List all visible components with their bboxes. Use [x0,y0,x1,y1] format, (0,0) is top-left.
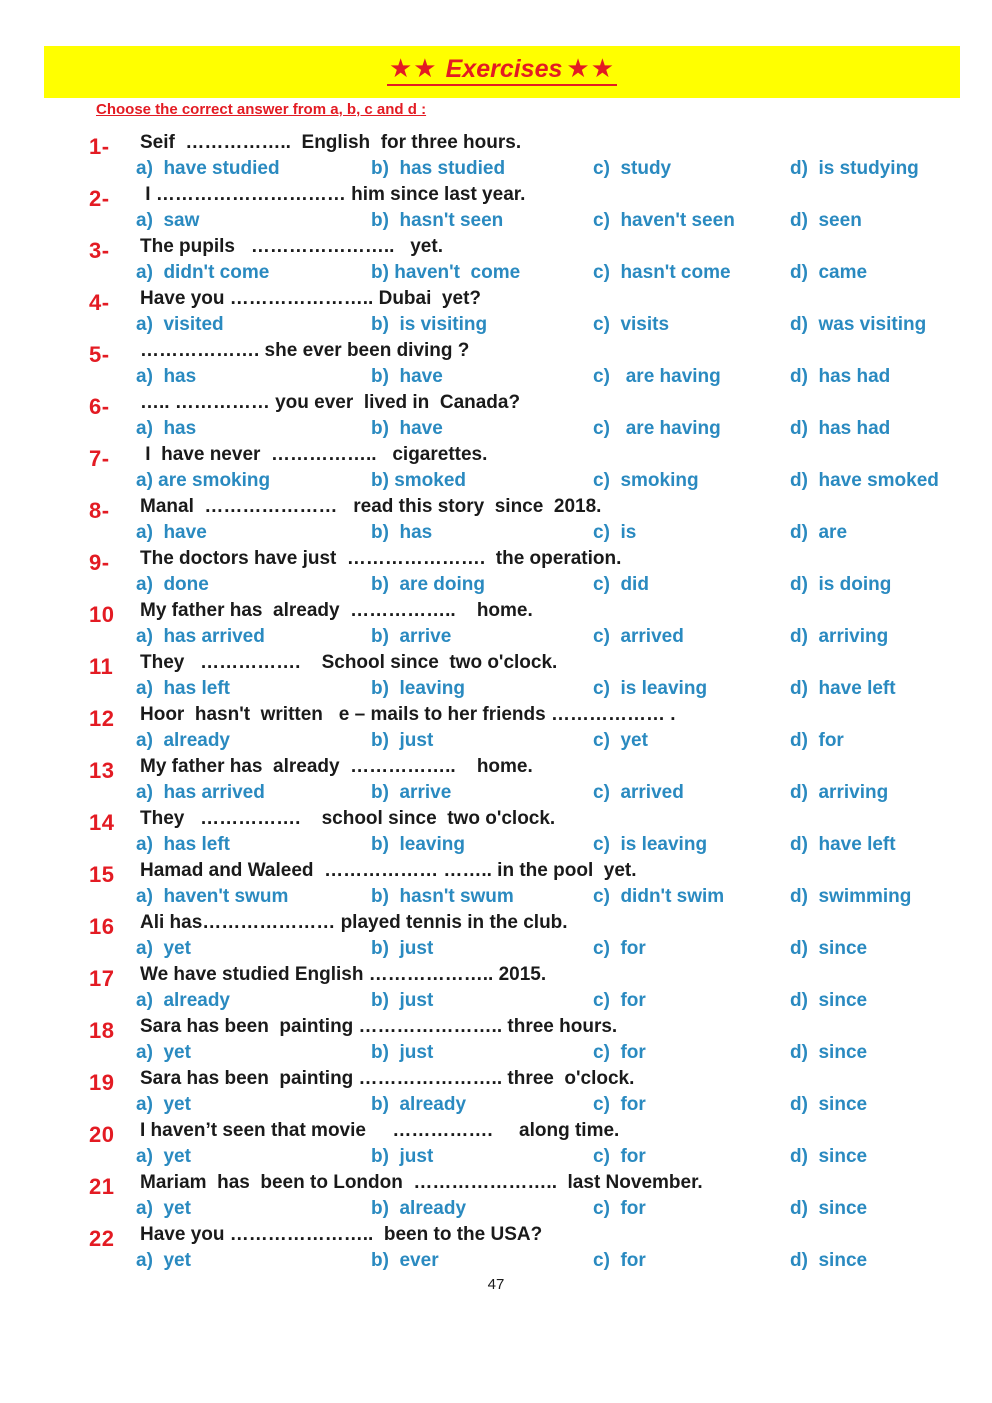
question-text: The doctors have just …………………. the operation. [140,548,622,569]
question-number: 8- [89,498,110,523]
option-a: a) yet [136,1250,191,1271]
question-item [0,1066,992,1118]
question-item [0,1118,992,1170]
option-c: c) is leaving [593,678,708,699]
question-number: 1- [89,134,110,159]
option-b: b) just [371,938,434,959]
option-a: a) are smoking [136,470,271,491]
option-b: b) already [371,1094,467,1115]
option-b: b) smoked [371,470,467,491]
option-b: b) hasn't swum [371,886,514,907]
option-c: c) for [593,1146,646,1167]
question-text: My father has already …………….. home. [140,600,533,621]
option-a: a) has [136,366,197,387]
question-item [0,1222,992,1274]
option-b: b) is visiting [371,314,488,335]
title-underline [387,54,617,86]
question-number: 5- [89,342,110,367]
question-item [0,130,992,182]
option-d: d) for [790,730,844,751]
option-d: d) has had [790,366,891,387]
option-a: a) saw [136,210,200,231]
option-a: a) has arrived [136,626,265,647]
option-a: a) has arrived [136,782,265,803]
option-a: a) has left [136,834,230,855]
banner-title [44,54,960,86]
question-number: 13 [89,758,115,783]
option-a: a) have [136,522,207,543]
option-a: a) has left [136,678,230,699]
option-b: b) already [371,1198,467,1219]
question-item [0,962,992,1014]
option-d: d) is doing [790,574,892,595]
option-b: b) just [371,990,434,1011]
question-number: 11 [89,654,114,679]
question-item [0,598,992,650]
option-b: b) ever [371,1250,439,1271]
question-item [0,702,992,754]
question-number: 22 [89,1226,115,1251]
option-b: b) haven't come [371,262,521,283]
question-item [0,442,992,494]
option-d: d) have left [790,678,896,699]
option-c: c) yet [593,730,648,751]
star-right-icon: ★★ [566,53,616,83]
question-text: Ali has………………… played tennis in the club. [140,912,568,933]
option-c: c) for [593,990,646,1011]
option-a: a) already [136,990,230,1011]
question-text: ….. …………… you ever lived in Canada? [140,392,521,413]
question-text: I haven’t seen that movie ……………. along time. [140,1120,620,1141]
option-c: c) didn't swim [593,886,725,907]
question-item [0,1014,992,1066]
option-b: b) just [371,1146,434,1167]
exercises-banner [44,46,960,98]
option-d: d) since [790,1094,868,1115]
question-item [0,650,992,702]
option-c: c) did [593,574,649,595]
option-a: a) haven't swum [136,886,289,907]
star-left-icon: ★★ [388,53,438,83]
option-a: a) yet [136,938,191,959]
option-c: c) smoking [593,470,699,491]
option-d: d) seen [790,210,862,231]
question-text: I have never …………….. cigarettes. [140,444,488,465]
question-text: Seif …………….. English for three hours. [140,132,522,153]
option-d: d) arriving [790,782,889,803]
option-d: d) since [790,990,868,1011]
option-b: b) hasn't seen [371,210,504,231]
question-text: Mariam has been to London ………………….. last November. [140,1172,703,1193]
question-text: Sara has been painting ………………….. three o'clock. [140,1068,635,1089]
question-number: 2- [89,186,110,211]
question-item [0,182,992,234]
option-c: c) is [593,522,637,543]
question-item [0,286,992,338]
question-text: Have you ………………….. Dubai yet? [140,288,481,309]
question-number: 4- [89,290,110,315]
option-d: d) has had [790,418,891,439]
question-item [0,858,992,910]
question-item [0,754,992,806]
option-c: c) for [593,1042,646,1063]
option-a: a) didn't come [136,262,270,283]
option-c: c) for [593,1094,646,1115]
question-number: 6- [89,394,110,419]
question-number: 21 [89,1174,115,1199]
question-number: 15 [89,862,115,887]
question-item [0,234,992,286]
option-d: d) since [790,1198,868,1219]
question-number: 10 [89,602,115,627]
option-b: b) leaving [371,678,465,699]
option-c: c) is leaving [593,834,708,855]
question-text: The pupils ………………….. yet. [140,236,443,257]
option-b: b) arrive [371,782,452,803]
question-item [0,1170,992,1222]
question-item [0,806,992,858]
option-c: c) arrived [593,626,684,647]
option-a: a) yet [136,1094,191,1115]
option-b: b) has [371,522,433,543]
option-b: b) are doing [371,574,485,595]
option-d: d) is studying [790,158,919,179]
option-b: b) leaving [371,834,465,855]
option-b: b) just [371,730,434,751]
option-c: c) visits [593,314,670,335]
question-number: 14 [89,810,115,835]
option-d: d) since [790,1250,868,1271]
question-number: 9- [89,550,110,575]
option-b: b) have [371,366,443,387]
instruction-text: Choose the correct answer from a, b, c and d : [96,101,427,118]
question-text: We have studied English ……………….. 2015. [140,964,547,985]
option-d: d) swimming [790,886,912,907]
question-text: Manal ………………… read this story since 2018. [140,496,602,517]
option-d: d) came [790,262,868,283]
question-text: Sara has been painting ………………….. three hours. [140,1016,618,1037]
option-a: a) yet [136,1146,191,1167]
question-item [0,390,992,442]
question-number: 19 [89,1070,115,1095]
question-number: 20 [89,1122,115,1147]
option-a: a) yet [136,1198,191,1219]
option-d: d) have smoked [790,470,939,491]
question-text: My father has already …………….. home. [140,756,533,777]
option-d: d) arriving [790,626,889,647]
option-d: d) since [790,938,868,959]
option-c: c) are having [593,366,721,387]
option-b: b) have [371,418,443,439]
question-number: 3- [89,238,110,263]
page-title: Exercises [445,55,563,83]
option-c: c) haven't seen [593,210,735,231]
option-d: d) was visiting [790,314,927,335]
question-number: 7- [89,446,110,471]
option-a: a) has [136,418,197,439]
option-c: c) for [593,1250,646,1271]
question-number: 17 [89,966,115,991]
page-number: 47 [487,1276,505,1293]
option-b: b) arrive [371,626,452,647]
option-a: a) visited [136,314,224,335]
option-c: c) for [593,1198,646,1219]
option-d: d) have left [790,834,896,855]
question-item [0,546,992,598]
question-item [0,494,992,546]
question-text: Have you ………………….. been to the USA? [140,1224,543,1245]
question-item [0,338,992,390]
question-text: They ……………. school since two o'clock. [140,808,556,829]
question-list [0,130,992,1274]
option-a: a) have studied [136,158,280,179]
option-c: c) for [593,938,646,959]
option-d: d) since [790,1146,868,1167]
option-d: d) are [790,522,848,543]
question-text: Hoor hasn't written e – mails to her friends ……………… . [140,704,676,725]
question-text: They ……………. School since two o'clock. [140,652,558,673]
question-text: ………………. she ever been diving ? [140,340,470,361]
question-text: I ………………………… him since last year. [140,184,526,205]
question-text: Hamad and Waleed ……………… …….. in the pool yet. [140,860,637,881]
question-number: 18 [89,1018,115,1043]
option-b: b) has studied [371,158,506,179]
question-number: 12 [89,706,115,731]
option-d: d) since [790,1042,868,1063]
option-a: a) done [136,574,209,595]
option-c: c) arrived [593,782,684,803]
option-c: c) study [593,158,672,179]
option-c: c) hasn't come [593,262,731,283]
question-item [0,910,992,962]
option-a: a) already [136,730,230,751]
option-b: b) just [371,1042,434,1063]
option-a: a) yet [136,1042,191,1063]
option-c: c) are having [593,418,721,439]
question-number: 16 [89,914,115,939]
